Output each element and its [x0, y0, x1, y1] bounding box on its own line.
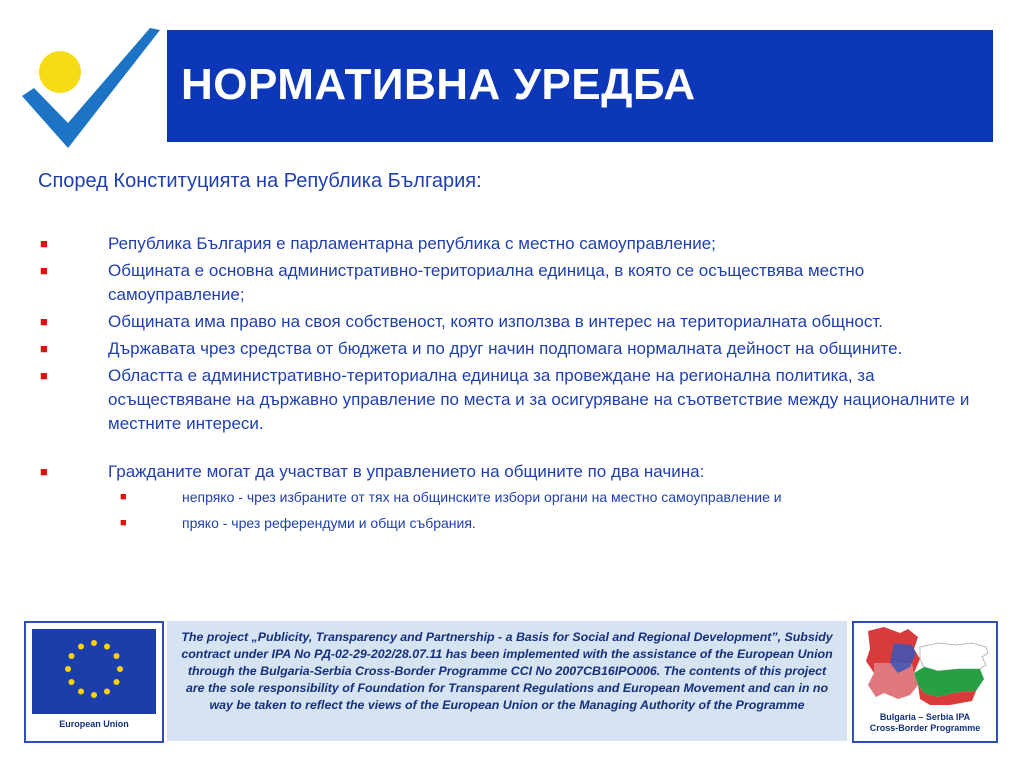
checkmark-logo-icon	[18, 28, 163, 153]
bullet-list	[38, 232, 998, 539]
bullet-marker-icon: ■	[40, 368, 48, 383]
eu-logo-box	[24, 621, 164, 743]
sub-bullet-marker-icon: ■	[120, 517, 127, 529]
sub-list-item: ■ непряко - чрез избраните от тях на общинските избори органи на местно самоуправление и	[108, 484, 998, 510]
bullet-marker-icon: ■	[40, 341, 48, 356]
sub-list-item: ■ пряко - чрез референдуми и общи събрания.	[108, 510, 998, 536]
sub-bullet-marker-icon: ■	[120, 491, 127, 503]
list-item: ■ Държавата чрез средства от бюджета и по друг начин подпомага нормалната дейност на общините.	[38, 337, 998, 361]
list-item: ■ Общината има право на своя собственост, която използва в интерес на териториалната общност.	[38, 310, 998, 334]
bullet-marker-icon: ■	[40, 263, 48, 278]
eu-label: European Union	[59, 719, 129, 729]
sub-bullet-list	[108, 484, 998, 536]
footer	[24, 621, 998, 741]
ipa-label: Bulgaria – Serbia IPA Cross-Border Programme	[869, 712, 981, 733]
list-item: ■ Република България е парламентарна република с местно самоуправление;	[38, 232, 998, 256]
disclaimer-text: The project „Publicity, Transparency and Partnership - a Basis for Social and Regional Development”, Subsidy contract under IPA No РД-02-29-202/28.07.11 has been implemented with the assistance of the European Union through the Bulgaria-Serbia Cross-Border Programme CCI No 2007CB16IPO006. The contents of this project are the sole responsibility of Foundation for Transparent Regulations and European Movement and can in no way be taken to reflect the views of the European Union or the Managing Authority of the Programme	[181, 630, 833, 712]
list-item: ■ Областта е административно-териториална единица за провеждане на регионална политика, за осъществяване на държавно управление по места и за осигуряване на съответствие между националните и местните интереси.	[40, 366, 970, 433]
disclaimer-box	[167, 621, 847, 741]
ipa-logo-box	[852, 621, 998, 743]
bullet-marker-icon: ■	[40, 236, 48, 251]
intro-text: Според Конституцията на Република България:	[38, 170, 482, 192]
title-bar	[167, 30, 993, 142]
bullet-marker-icon: ■	[40, 314, 48, 329]
list-item: ■ Гражданите могат да участват в управлението на общините по два начина: ■ непряко - чрез избраните от тях на общинските избори органи на местно самоуправление и ■ пряко - чрез референдуми и общи събрания.	[38, 460, 998, 536]
page-title: НОРМАТИВНА УРЕДБА	[181, 60, 696, 109]
list-item: ■ Общината е основна административно-териториална единица, в която се осъществява местно самоуправление;	[40, 261, 865, 304]
bulgaria-serbia-map-icon	[854, 623, 996, 711]
eu-flag-icon	[32, 629, 156, 714]
bullet-marker-icon: ■	[40, 464, 48, 479]
